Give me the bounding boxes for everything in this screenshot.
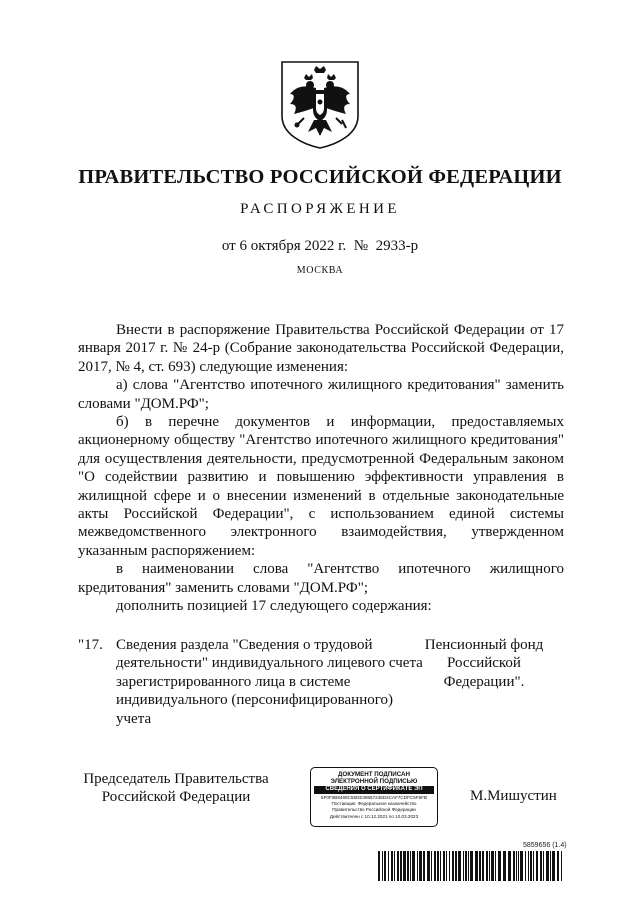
position-number: "17. [78,637,103,653]
document-place: МОСКВА [296,265,344,276]
document-type: РАСПОРЯЖЕНИЕ [240,201,400,217]
stamp-line-2: ЭЛЕКТРОННОЙ ПОДПИСЬЮ [330,778,418,786]
paragraph-item-a: а) слова "Агентство ипотечного жилищного кредитования" заменить словами "ДОМ.РФ"; [78,377,564,412]
paragraph-item-b: б) в перечне документов и информации, предоставляемых акционерному обществу "Агентство ипотечного жилищного кредитования" для осуществления деятельности, предусмотренной Федеральным законом "О содействии развитию и повышению эффективности управления в жилищной сфере и о внесении изменений в отдельные законодательные акты Российской Федерации", с использованием единой системы межведомственного электронного взаимодействия, утвержденном указанным распоряжением: [78,414,564,559]
document-code: 5859656 (1.4) [523,842,567,849]
barcode-icon [378,851,564,881]
position-organization: Пенсионный фонд Российской Федерации". [424,637,544,690]
signer-position: Председатель Правительства Российской Федерации [83,771,269,806]
stamp-validity: Действителен с 10.12.2021 по 10.03.2023 [329,813,419,819]
position-description: Сведения раздела "Сведения о трудовой деятельности" индивидуального лицевого счета зарегистрированного лица в системе индивидуального (персонифицированного) учета [116,637,423,727]
stamp-line-1: ДОКУМЕНТ ПОДПИСАН [338,771,410,778]
paragraph-add-position: дополнить позицией 17 следующего содержания: [116,598,432,615]
government-title: ПРАВИТЕЛЬСТВО РОССИЙСКОЙ ФЕДЕРАЦИИ [78,166,562,188]
document-body [78,321,564,616]
coat-of-arms-emblem [278,58,362,150]
stamp-owner: Правительство Российской Федерации [332,807,416,813]
paragraph-item-b-rename: в наименовании слова "Агентство ипотечного жилищного кредитования" заменить словами "ДОМ.РФ"; [78,561,564,596]
document-date-number: от 6 октября 2022 г. № 2933-р [221,238,419,254]
stamp-serial: 5F0F0B8469C55DE38667245D4CAF7CDFC5F5FB [321,794,427,800]
stamp-certificate-bar: СВЕДЕНИЯ О СЕРТИФИКАТЕ ЭП [314,786,434,794]
stamp-issuer: Поставщик: Федеральное казначейство [331,801,417,807]
electronic-signature-stamp [310,767,438,827]
paragraph-intro: Внести в распоряжение Правительства Российской Федерации от 17 января 2017 г. № 24-р (Собрание законодательства Российской Федерации, 2017, № 4, ст. 693) следующие изменения: [78,322,564,375]
signer-name: М.Мишустин [470,788,557,804]
